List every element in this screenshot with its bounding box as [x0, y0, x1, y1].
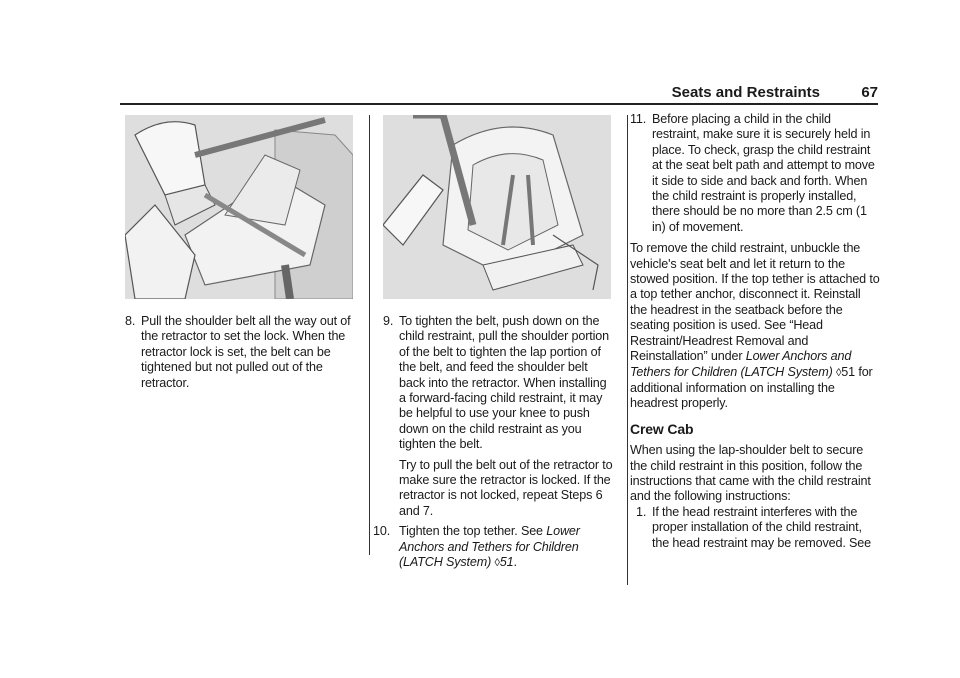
- paragraph-text-end: for additional information on installing the headrest properly.: [630, 364, 873, 411]
- column-1-text: [125, 314, 355, 391]
- paragraph-text: To remove the child restraint, unbuckle the vehicle's seat belt and let it return to the stowed position. If the top tether is attached to a top tether anchor, disconnect it. Reinstall the headrest in the seatback before the seating position is used. See “Head Restraint/Headrest Removal and Reinstallation” under: [630, 241, 880, 364]
- step-text: Tighten the top tether. See: [399, 524, 543, 539]
- step-9: [383, 314, 615, 453]
- step-number: 9.: [383, 314, 394, 328]
- page-ref-arrow-icon: ◊: [835, 366, 842, 379]
- step-number: 1.: [636, 504, 647, 519]
- step-9-note: Try to pull the belt out of the retractor to make sure the retractor is locked. If the retractor is not locked, repeat Steps 6 and 7.: [399, 457, 613, 518]
- crew-cab-paragraph: When using the lap-shoulder belt to secure the child restraint in this position, follow the instructions that came with the child restraint and the following instructions:: [630, 443, 871, 504]
- step-number: 11.: [630, 112, 647, 126]
- section-heading: Crew Cab: [630, 420, 694, 437]
- page-header: [120, 84, 878, 104]
- illustration-pull-shoulder-belt: [125, 115, 353, 299]
- page-number: 67: [861, 84, 878, 101]
- cross-reference-link[interactable]: Lower Anchors and Tethers for Children (LATCH System): [630, 349, 852, 379]
- step-10: [373, 524, 615, 571]
- step-body: Pull the shoulder belt all the way out of the retractor to set the lock. When the retractor lock is set, the belt can be tightened but not pulled out of the retractor.: [141, 314, 351, 390]
- page-ref-arrow-icon: ◊: [494, 557, 500, 570]
- column-divider-right: [627, 115, 628, 585]
- column-3-text: [630, 112, 880, 551]
- step-body: [399, 524, 615, 571]
- step-11: [630, 112, 880, 235]
- header-rule: [120, 103, 878, 105]
- cross-reference-link[interactable]: Lower Anchors and Tethers for Children (LATCH System): [399, 524, 580, 570]
- step-1: [636, 505, 880, 551]
- step-number: 10.: [373, 524, 391, 539]
- page-reference[interactable]: 51: [841, 364, 855, 379]
- step-8: [125, 314, 355, 391]
- step-number: 8.: [125, 314, 136, 328]
- column-2-text: [373, 314, 615, 572]
- section-title: Seats and Restraints: [671, 84, 820, 101]
- step-end: .: [513, 555, 517, 570]
- illustration-tighten-belt: [383, 115, 611, 299]
- step-body: Before placing a child in the child restraint, make sure it is securely held in place. To check, grasp the child restraint at the seat belt path and attempt to move it side to side and back and forth. When the child restraint is properly installed, there should be no more than 2.5 cm (1 in) of movement.: [652, 112, 875, 234]
- remove-restraint-paragraph: [630, 241, 880, 411]
- step-body: To tighten the belt, push down on the child restraint, pull the shoulder portion of the belt to tighten the lap portion of the belt, and feed the shoulder belt back into the retractor. When installing a forward-facing child restraint, it may be helpful to use your knee to push down on the child restraint as you tighten the belt.: [399, 314, 610, 452]
- column-divider-left: [369, 115, 370, 555]
- step-body: If the head restraint interferes with the proper installation of the child restraint, the head restraint may be removed. See: [652, 504, 872, 550]
- page-reference[interactable]: 51: [499, 555, 514, 570]
